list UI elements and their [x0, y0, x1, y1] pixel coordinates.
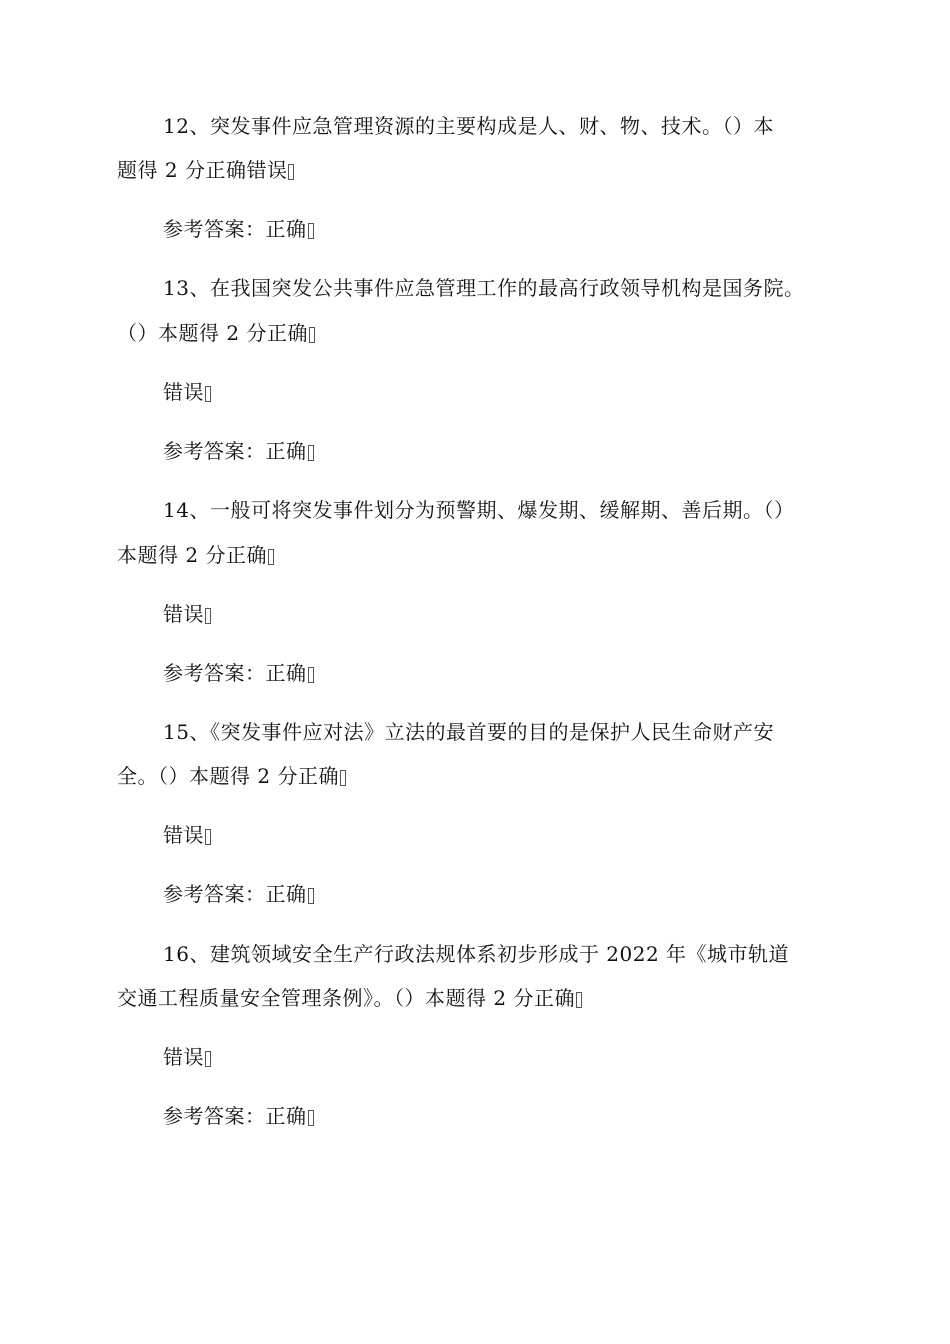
question-15-text: 15、《突发事件应对法》立法的最首要的目的是保护人民生命财产安 — [163, 720, 774, 744]
question-15-answer: 参考答案：正确 — [163, 881, 314, 907]
question-14-option-wrong: 错误 — [163, 601, 211, 627]
paragraph-mark-icon — [205, 386, 211, 402]
paragraph-mark-icon — [288, 164, 294, 180]
question-14-answer: 参考答案：正确 — [163, 660, 314, 686]
paragraph-mark-icon — [309, 327, 315, 343]
question-13-answer: 参考答案：正确 — [163, 438, 314, 464]
question-14-text: 14、一般可将突发事件划分为预警期、爆发期、缓解期、善后期。（） — [163, 498, 795, 522]
paragraph-mark-icon — [205, 829, 211, 845]
question-15-option-wrong: 错误 — [163, 822, 211, 848]
paragraph-mark-icon — [205, 608, 211, 624]
paragraph-mark-icon — [308, 667, 314, 683]
question-13-option-wrong: 错误 — [163, 379, 211, 405]
question-13-text: 13、在我国突发公共事件应急管理工作的最高行政领导机构是国务院。 — [163, 276, 805, 300]
question-16-text: 16、建筑领域安全生产行政法规体系初步形成于 2022 年《城市轨道 — [163, 942, 790, 966]
question-16-option-wrong: 错误 — [163, 1044, 211, 1070]
paragraph-mark-icon — [205, 1051, 211, 1067]
question-16-text-cont: 交通工程质量安全管理条例》。（）本题得 2 分正确 — [117, 985, 582, 1011]
paragraph-mark-icon — [308, 888, 314, 904]
question-12-text: 12、突发事件应急管理资源的主要构成是人、财、物、技术。（）本 — [163, 114, 774, 138]
question-12-text-cont: 题得 2 分正确错误 — [117, 157, 294, 183]
paragraph-mark-icon — [576, 992, 582, 1008]
paragraph-mark-icon — [308, 1110, 314, 1126]
question-16-answer: 参考答案：正确 — [163, 1103, 314, 1129]
paragraph-mark-icon — [308, 445, 314, 461]
question-13-text-cont: （）本题得 2 分正确 — [117, 320, 315, 346]
paragraph-mark-icon — [268, 549, 274, 565]
question-14-text-cont: 本题得 2 分正确 — [117, 542, 274, 568]
paragraph-mark-icon — [340, 770, 346, 786]
question-15-text-cont: 全。（）本题得 2 分正确 — [117, 763, 346, 789]
paragraph-mark-icon — [308, 223, 314, 239]
question-12-answer: 参考答案：正确 — [163, 216, 314, 242]
